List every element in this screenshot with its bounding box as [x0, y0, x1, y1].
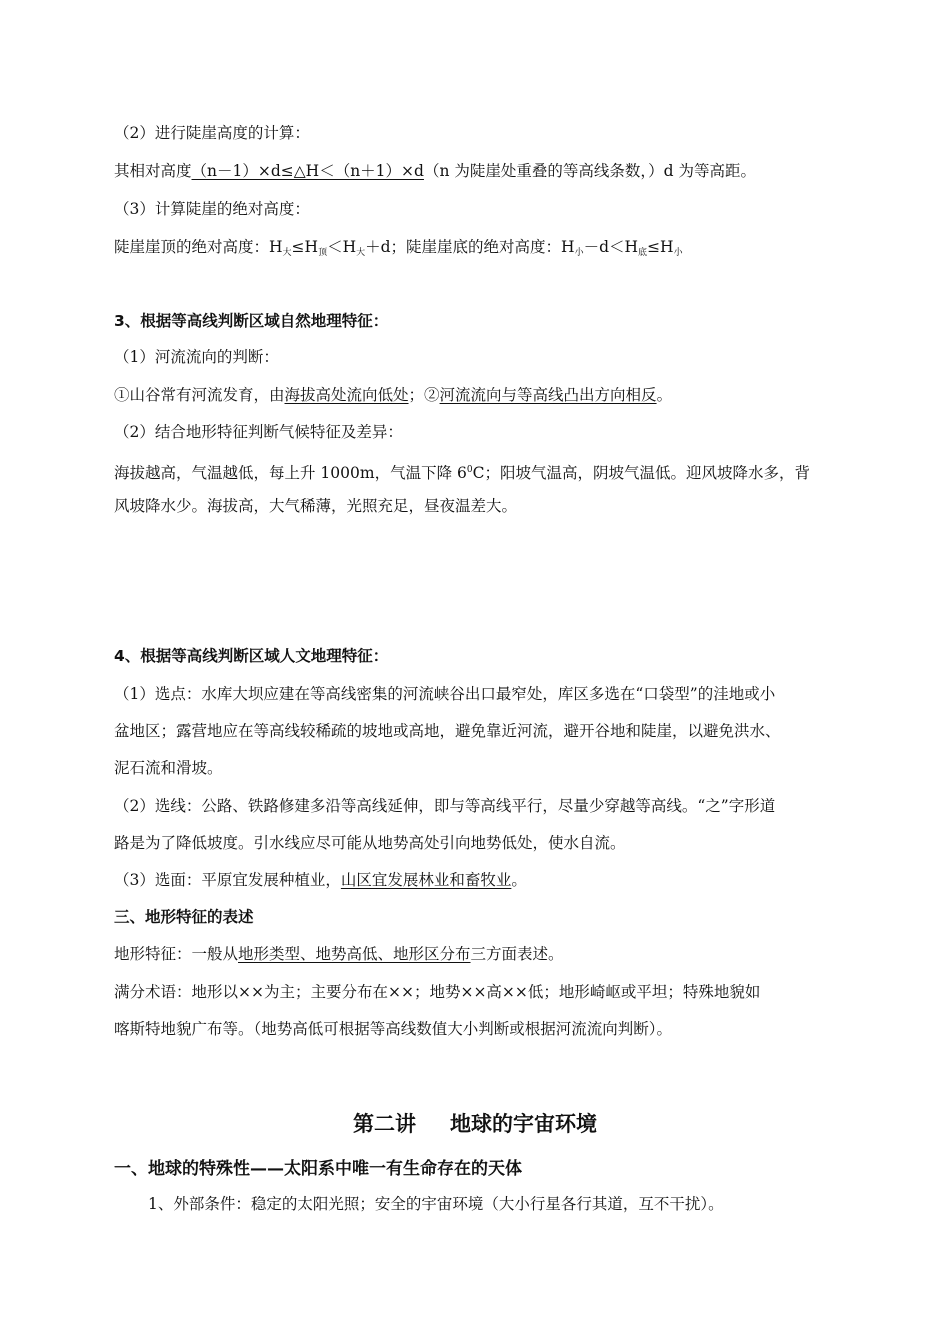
river-direction-text: ①山谷常有河流发育，由海拔高处流向低处；②河流流向与等高线凸出方向相反。	[114, 386, 673, 404]
relative-height-formula: 其相对高度（n－1）×d≤△H＜（n＋1）×d（n 为陡崖处重叠的等高线条数，）d 为等高距。	[114, 162, 756, 180]
section-terrain-heading: 三、地形特征的表述	[114, 908, 254, 926]
formula-underlined: （n－1）×d≤△H＜（n＋1）×d	[191, 162, 424, 180]
site-selection-1: （1）选点：水库大坝应建在等高线密集的河流峡谷出口最窄处，库区多选在“口袋型”的洼地或小	[114, 685, 776, 703]
river-direction-heading: （1）河流流向的判断：	[114, 348, 279, 366]
external-conditions: 1、外部条件：稳定的太阳光照；安全的宇宙环境（大小行星各行其道，互不干扰）。	[148, 1195, 724, 1213]
route-selection-2: 路是为了降低坡度。引水线应尽可能从地势高处引向地势低处，使水自流。	[114, 834, 626, 852]
site-selection-2: 盆地区；露营地应在等高线较稀疏的坡地或高地，避免靠近河流，避开谷地和陡崖，以避免洪水、	[114, 722, 781, 740]
terrain-terms-1: 满分术语：地形以××为主；主要分布在××；地势××高××低；地形崎岖或平坦；特殊地貌如	[114, 983, 761, 1001]
cliff-height-calc-heading: （2）进行陡崖高度的计算：	[114, 124, 310, 142]
lecture-title: 第二讲 地球的宇宙环境	[353, 1112, 597, 1136]
climate-text-1: 海拔越高，气温越低，每上升 1000m，气温下降 $6^0C$；阳坡气温高，阴坡气温低。迎风坡降水多，背	[114, 464, 810, 482]
earth-uniqueness-heading: 一、地球的特殊性——太阳系中唯一有生命存在的天体	[114, 1159, 522, 1179]
route-selection-1: （2）选线：公路、铁路修建多沿等高线延伸，即与等高线平行，尽量少穿越等高线。“之”字形道	[114, 797, 776, 815]
climate-text-2: 风坡降水少。海拔高，大气稀薄，光照充足，昼夜温差大。	[114, 497, 518, 515]
terrain-terms-2: 喀斯特地貌广布等。（地势高低可根据等高线数值大小判断或根据河流流向判断）。	[114, 1020, 673, 1038]
terrain-features: 地形特征：一般从地形类型、地势高低、地形区分布三方面表述。	[114, 945, 564, 963]
site-selection-3: 泥石流和滑坡。	[114, 759, 223, 777]
climate-heading: （2）结合地形特征判断气候特征及差异：	[114, 423, 403, 441]
absolute-height-heading: （3）计算陡崖的绝对高度：	[114, 200, 310, 218]
section-4-heading: 4、根据等高线判断区域人文地理特征：	[114, 647, 389, 665]
section-3-heading: 3、根据等高线判断区域自然地理特征：	[114, 312, 389, 330]
area-selection: （3）选面：平原宜发展种植业，山区宜发展林业和畜牧业。	[114, 871, 527, 889]
absolute-height-formula: 陡崖崖顶的绝对高度：$H_大\le H_顶<H_大+d$；陡崖崖底的绝对高度：$H_小-d<H_底\le H_小$	[114, 238, 683, 258]
